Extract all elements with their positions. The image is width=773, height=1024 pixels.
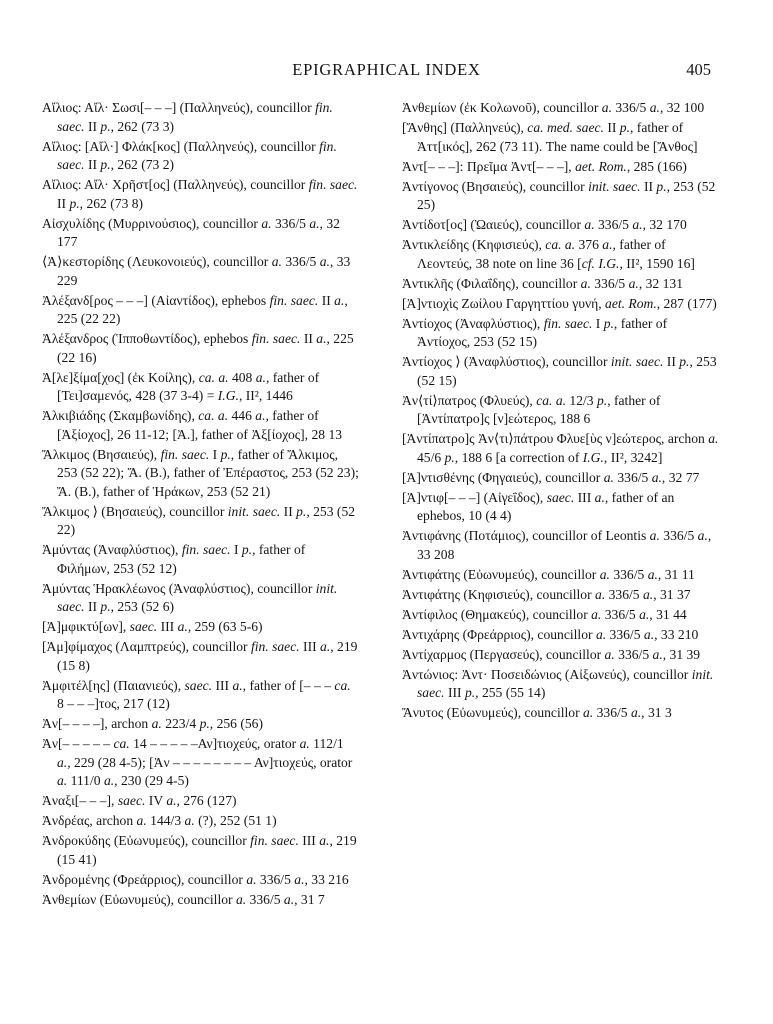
index-entry: Ἀντίοχος (Ἀναφλύστιος), fin. saec. I p., father of Ἀντίοχος, 253 (52 15) [402,315,668,349]
index-entry: Ἀμύντας (Ἀναφλύστιος), fin. saec. I p., father of Φιλήμων, 253 (52 12) [42,542,306,576]
index-entry: Ἀντικλείδης (Κηφισιεύς), ca. a. 376 a., father of Λεοντεύς, 38 note on line 36 [cf. I.G., II², 1590 16] [402,237,695,271]
index-entry: Ἀντίφιλος (Θημακεύς), councillor a. 336/5 a., 31 44 [402,606,687,622]
index-entry: Ἀντίδοτ[ος] (Ὠαιεύς), councillor a. 336/5 a., 32 170 [402,217,687,232]
index-entry: Ἀντιφάτης (Κηφισιεύς), councillor a. 336/5 a., 31 37 [402,586,691,602]
index-entry: Ἀνθεμίων (Εὐωνυμεύς), councillor a. 336/5 a., 31 7 [42,891,325,907]
index-entry: Ἀναξι[– – –], saec. IV a., 276 (127) [42,793,237,808]
index-entry: Ἀ[λε]ξίμα[χος] (ἐκ Κοίλης), ca. a. 408 a., father of [Τει]σαμενός, 428 (37 3-4) = I.G., II², 1446 [42,369,320,403]
index-entry: Αἴλιος: [Αἴλ·] Φλάκ[κος] (Παλληνεύς), councillor fin. saec. II p., 262 (73 2) [42,138,337,172]
index-entry: [Ἀ]μφικτύ[ων], saec. III a., 259 (63 5-6) [42,619,263,634]
index-entry: Ἀλέξανδ[ρος – – –] (Αἰαντίδος), ephebos fin. saec. II a., 225 (22 22) [42,292,348,326]
index-entry: [Ἀντίπατρο]ς Ἀν⟨τι⟩πάτρου Φλυε[ὺς ν]εώτερος, archon a. 45/6 p., 188 6 [a correction of I.G., II², 3242] [402,431,719,465]
index-entry: Ἀμφιτέλ[ης] (Παιανιεύς), saec. III a., father of [– – – ca. 8 – – –]τος, 217 (12) [42,677,351,711]
index-entry: Αἰσχυλίδης (Μυρρινούσιος), councillor a. 336/5 a., 32 177 [42,215,340,249]
index-entry: [Ἀ]ντιοχὶς Ζωίλου Γαργηττίου γυνή, aet. Rom., 287 (177) [402,295,717,311]
index-entry: [Ἄνθης] (Παλληνεύς), ca. med. saec. II p., father of Ἀττ[ικός], 262 (73 11). The name could be [Ἄνθος] [402,120,698,154]
index-entry: Ἀντιφάτης (Εὐωνυμεύς), councillor a. 336/5 a., 31 11 [402,566,695,582]
index-entry: [Ἀ]ντισθένης (Φηγαιεύς), councillor a. 336/5 a., 32 77 [402,469,700,485]
index-entry: Ἀν[– – – – – ca. 14 – – – – –Αν]τιοχεύς, orator a. 112/1 a., 229 (28 4-5); [Ἀν – – – – – – – – Αν]τιοχεύς, orator a. 111/0 a., 230 (29 4-5) [42,736,353,788]
index-entry: Ἀντιφάνης (Ποτάμιος), councillor of Leontis a. 336/5 a., 33 208 [402,528,712,562]
left-column [42,99,360,911]
index-entry: Ἀντιχάρης (Φρεάρριος), councillor a. 336/5 a., 33 210 [402,626,699,642]
page-number: 405 [686,60,711,79]
index-entry: Ἀμύντας Ἡρακλέωνος (Ἀναφλύστιος), councillor init. saec. II p., 253 (52 6) [42,580,338,614]
index-entry: Ἀλέξανδρος (Ἱπποθωντίδος), ephebos fin. saec. II a., 225 (22 16) [42,331,354,365]
page-header [0,60,773,84]
index-entry: Ἀνδρέας, archon a. 144/3 a. (?), 252 (51 1) [42,813,277,828]
index-entry: Ἀν[– – – –], archon a. 223/4 p., 256 (56) [42,716,263,731]
index-entry: Ἀντ[– – –]: Πρεῖμα Ἀντ[– – –], aet. Rom., 285 (166) [402,158,687,174]
index-entry: [Ἀ]ντιφ[– – –] (Αἰγεΐδος), saec. III a., father of an ephebos, 10 (4 4) [402,489,675,523]
index-entry: Ἀλκιβιάδης (Σκαμβωνίδης), ca. a. 446 a., father of [Ἀξίοχος], 26 11-12; [Ἀ.], father of Ἀξ[ίοχος], 28 13 [42,408,343,442]
index-entry: Αἴλιος: Αἴλ· Σωσι[– – –] (Παλληνεύς), councillor fin. saec. II p., 262 (73 3) [42,100,333,134]
index-entry: [Ἀμ]φίμαχος (Λαμπτρεύς), councillor fin. saec. III a., 219 (15 8) [42,639,358,673]
index-entry: Ἀνδρομένης (Φρεάρριος), councillor a. 336/5 a., 33 216 [42,871,349,887]
index-entry: Ἀντίχαρμος (Περγασεύς), councillor a. 336/5 a., 31 39 [402,646,701,662]
index-entry: ⟨Ἀ⟩κεστορίδης (Λευκονοιεύς), councillor a. 336/5 a., 33 229 [42,254,351,288]
running-title: EPIGRAPHICAL INDEX [292,60,481,79]
index-entry: Ἀν⟨τί⟩πατρος (Φλυεύς), ca. a. 12/3 p., father of [Ἀντίπατρο]ς [ν]εώτερος, 188 6 [402,392,661,426]
index-entry: Ἀντώνιος: Ἀντ· Ποσειδώνιος (Αἰξωνεύς), councillor init. saec. III p., 255 (55 14) [402,666,714,700]
right-column [402,99,720,724]
index-entry: Ἄλκιμος ⟩ (Βησαιεύς), councillor init. saec. II p., 253 (52 22) [42,503,356,537]
index-entry: Ἀντικλῆς (Φιλαΐδης), councillor a. 336/5 a., 32 131 [402,275,683,291]
index-entry: Ἄνυτος (Εὐωνυμεύς), councillor a. 336/5 a., 31 3 [402,705,672,720]
index-entry: Ἀνθεμίων (ἐκ Κολωνοῦ), councillor a. 336/5 a., 32 100 [402,100,705,115]
index-entry: Αἴλιος: Αἴλ· Χρῆστ[ος] (Παλληνεύς), councillor fin. saec. II p., 262 (73 8) [42,177,358,211]
index-entry: Ἀνδροκύδης (Εὐωνυμεύς), councillor fin. saec. III a., 219 (15 41) [42,833,357,867]
index-entry: Ἀντίοχος ⟩ (Ἀναφλύστιος), councillor init. saec. II p., 253 (52 15) [402,354,717,388]
index-entry: Ἄλκιμος (Βησαιεύς), fin. saec. I p., father of Ἄλκιμος, 253 (52 22); Ἄ. (Β.), father of Ἐπέραστος, 253 (52 23); Ἄ. (Β.), father of Ἡράκων, 253 (52 21) [42,446,359,499]
index-entry: Ἀντίγονος (Βησαιεύς), councillor init. saec. II p., 253 (52 25) [402,178,716,212]
